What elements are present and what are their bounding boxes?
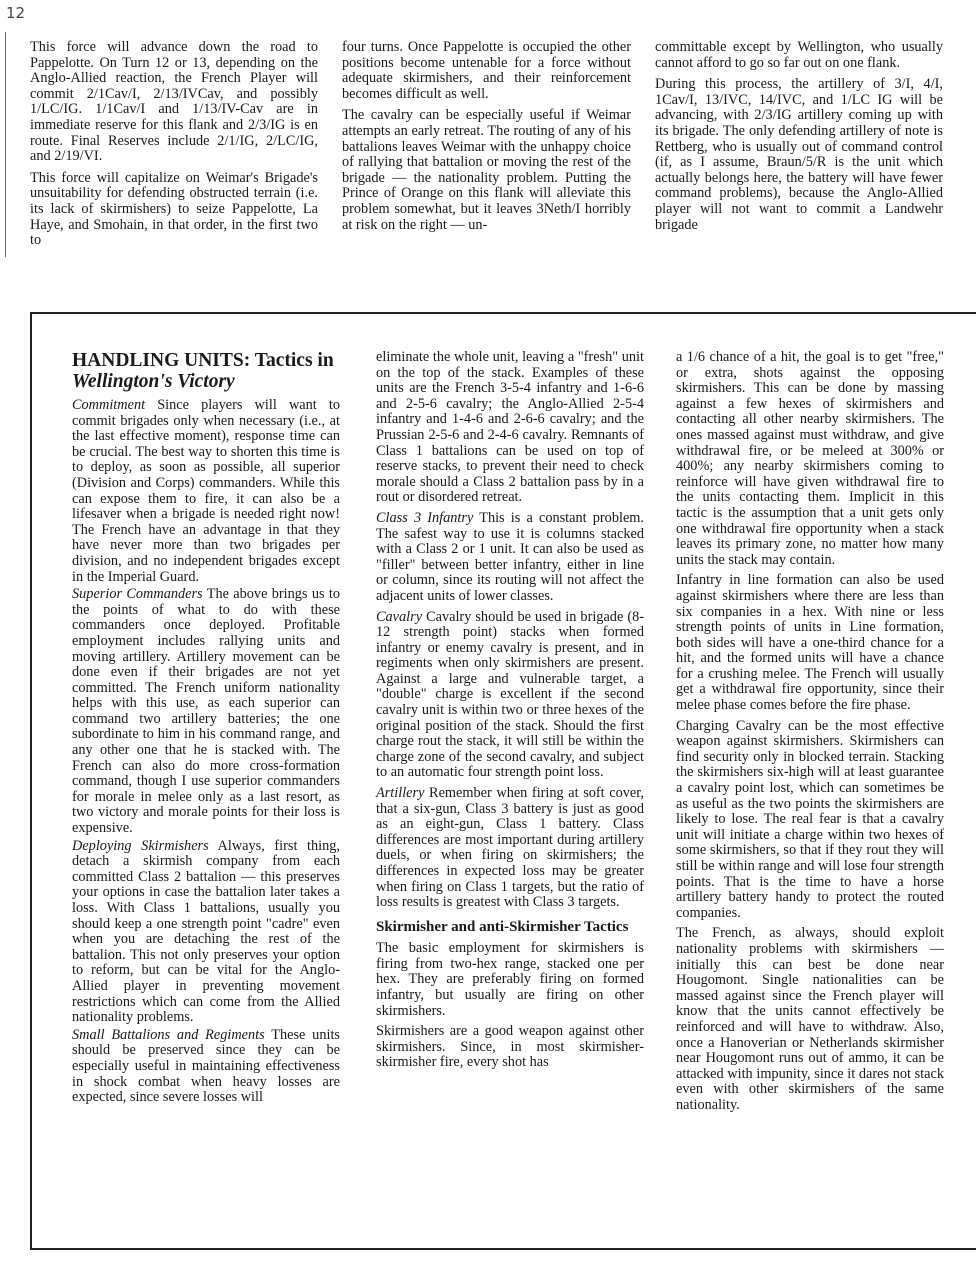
paragraph: This force will capitalize on Weimar's Brigade's unsuitability for defending obstructed terrain (i.e. its lack of skirmishers) to seize Pappelotte, La Haye, and Smohain, in that order, in the first two to: [30, 169, 318, 249]
page-number: 12: [6, 4, 26, 22]
margin-rule: [5, 32, 6, 257]
sidebar-title-prefix: HANDLING UNITS: Tactics in: [72, 350, 334, 371]
top-column-1: [30, 40, 318, 255]
run-in-heading: Small Battalions and Regiments: [72, 1026, 265, 1043]
paragraph: a 1/6 chance of a hit, the goal is to get "free," or extra, shots against the opposing skirmishers. This can be done by massing against a few hexes of skirmishers and contacting all other nearby skirmishers. The ones massed against must withdraw, and give withdrawal fire, or be meleed at 300% or 400%; any nearby skirmishers coming to reinforce will have given withdrawal fire to the units contacting them. Implicit in this tactic is the assumption that a unit gets only one withdrawal fire opportunity when a stack leaves its primary zone, no matter how many units the stack may contain.: [676, 349, 944, 568]
sidebar-title: [72, 350, 340, 392]
top-column-2: [342, 40, 631, 239]
sidebar-column-1: [72, 350, 340, 1108]
sidebar-column-2: [376, 350, 644, 1076]
paragraph: The basic employment for skirmishers is firing from two-hex range, stacked one per hex. They are preferably firing on formed infantry, but usually are firing on other skirmishers.: [376, 940, 644, 1019]
top-column-3: [655, 40, 943, 239]
run-in-heading: Cavalry: [376, 608, 423, 625]
paragraph: [376, 350, 644, 506]
section-deploying-skirmishers: [72, 839, 340, 1026]
paragraph: committable except by Wellington, who usually cannot afford to go so far out on one flank.: [655, 39, 943, 71]
section-text: Since players will want to commit brigades only when necessary (i.e., at the last effective moment), response time can be crucial. The best way to shorten this time is to deploy, as soon as possible, all superior (Division and Corps) commanders. While this can expose them to fire, it can also be a lifesaver when a brigade is needed right now! The French have an advantage in that they have never more than two brigades per division, and no independent brigades except in the Imperial Guard.: [72, 397, 340, 585]
section-text: These units should be preserved since they can be especially useful in maintaining effectiveness in shock combat when heavy losses are expected, since severe losses will: [72, 1026, 340, 1106]
paragraph: Charging Cavalry can be the most effective weapon against skirmishers. Skirmishers can find security only in blocked terrain. Stacking the skirmishers six-high will at least guarantee a cavalry point lost, which can sometimes be as useful as the two points the skirmishers are likely to lose. The real fear is that a cavalry unit will initiate a charge within two hexes of some skirmishers, so that if they rout they will still be within range and will lose four strength points. That is the time to have a horse artillery battery handy to protect the routed companies.: [676, 717, 944, 921]
sidebar-title-italic: Wellington's Victory: [72, 371, 235, 392]
section-text: Always, first thing, detach a skirmish company from each committed Class 2 battalion — this preserves your options in case the battalion later takes a loss. With Class 1 battalions, usually you should keep a one strength point "cadre" even when you are detaching the rest of the battalion. This not only preserves your option to reform, but can be vital for the Anglo-Allied player in preventing movement restrictions which can come from the Allied nationality problems.: [72, 837, 340, 1026]
section-text: The above brings us to the points of what to do with these commanders once deployed. Profitable employment includes rallying units and moving artillery. Artillery movement can be done even if their brigades are not yet committed. The French uniform nationality helps with this use, as each superior can command two artillery batteries; the one subordinate to him in his command range, and any other one that he is stacked with. The French can also do more cross-formation command, though I use superior commanders for morale in melee only as a last resort, as two victory and morale points for their loss is expensive.: [72, 586, 340, 837]
paragraph: During this process, the artillery of 3/I, 4/I, 1Cav/I, 13/IVC, 14/IVC, and 1/LC IG will be advancing, with 2/3/IG artillery coming up with its brigade. The only defending artillery of note is Rettberg, who is usually out of command control (if, as I assume, Braun/5/R is the unit which actually belongs here, the battery will have fewer command problems), because the Anglo-Allied player will not want to commit a Landwehr brigade: [655, 76, 943, 233]
paragraph: Infantry in line formation can also be used against skirmishers where there are less than six companies in a hex. With nine or less strength points of units in Line formation, both sides will have a one-third chance for a hit, and the formed units will have a chance for a crushing melee. The French will usually get a withdrawal fire opportunity, since their melee phase comes before the fire phase.: [676, 572, 944, 714]
paragraph: four turns. Once Pappelotte is occupied the other positions become untenable for a force without adequate skirmishers, and their reinforcement becomes difficult as well.: [342, 39, 631, 102]
section-text: Cavalry should be used in brigade (8-12 strength point) stacks when formed infantry or enemy cavalry is present, and in regiments when only skirmishers are present. Against a large and vulnerable target, a "double" charge is excellent if the second cavalry unit is within two or three hexes of the original position of the stack. Should the first charge rout the stack, it will still be within the charge zone of the second cavalry, and subject to an automatic four strength point loss.: [376, 608, 644, 781]
run-in-heading: Commitment: [72, 397, 146, 413]
paragraph: The cavalry can be especially useful if Weimar attempts an early retreat. The routing of any of his battalions leaves Weimar with the unhappy choice of rallying that battalion or moving the rest of the brigade — the nationality problem. Putting the Prince of Orange on this flank will alleviate this problem somewhat, but it leaves 3Neth/I horribly at risk on the right — un-: [342, 107, 631, 233]
section-superior-commanders: [72, 587, 340, 837]
section-artillery: [376, 786, 644, 911]
section-commitment: [72, 398, 340, 585]
sidebar-column-3: [676, 350, 944, 1119]
run-in-heading: Superior Commanders: [72, 586, 203, 603]
section-text: This is a constant problem. The safest way to use it is columns stacked with a Class 2 or 1 unit. It can also be used as "filler" between better infantry, either in line or column, since its routing will not affect the adjacent units of lower classes.: [376, 509, 644, 604]
section-cavalry: [376, 610, 644, 782]
section-text: Remember when firing at soft cover, that a six-gun, Class 3 battery is just as good as an eight-gun, Class 1 battery. Class differences are most important during artillery duels, or when firing on skirmishers; the differences in expected loss may be greater when firing on Class 1 targets, but the ratio of loss results is greatest with Class 3 targets.: [376, 785, 644, 911]
section-text: eliminate the whole unit, leaving a "fresh" unit on the top of the stack. Examples of these units are the French 3-5-4 infantry and 1-6-6 and 2-5-6 cavalry; the Anglo-Allied 2-5-4 infantry and 1-4-6 and 2-6-6 cavalry; and the Prussian 2-5-6 and 2-4-6 cavalry. Remnants of Class 1 battalions can be used on top of reserve stacks, to prevent their need to check morale should a Class 2 battalion pass by in a rout or disordered retreat.: [376, 349, 644, 506]
run-in-heading: Artillery: [376, 785, 425, 802]
paragraph: The French, as always, should exploit nationality problems with skirmishers — initially this can best be done near Hougomont. Single nationalities can be massed against since the French player will know that the units cannot effectively be reinforced and will have to withdraw. Also, once a Hanoverian or Netherlands skirmisher near Hougomont runs out of ammo, it can be attacked with impunity, since it dares not stack even with other skirmishers of the same nationality.: [676, 925, 944, 1113]
paragraph: Skirmishers are a good weapon against other skirmishers. Since, in most skirmisher-skirmisher fire, every shot has: [376, 1023, 644, 1071]
section-small-battalions: [72, 1028, 340, 1106]
section-class-3-infantry: [376, 511, 644, 605]
paragraph: This force will advance down the road to Pappelotte. On Turn 12 or 13, depending on the Anglo-Allied reaction, the French Player will commit 2/1Cav/I, 2/13/IVCav, and possibly 1/LC/IG. 1/1Cav/I and 1/13/IV-Cav are in immediate reserve for this flank and 2/3/IG is en route. Final Reserves include 2/1/IG, 2/LC/IG, and 2/19/VI.: [30, 39, 318, 165]
run-in-heading: Deploying Skirmishers: [72, 837, 209, 854]
sub-heading: Skirmisher and anti-Skirmisher Tactics: [376, 918, 629, 935]
run-in-heading: Class 3 Infantry: [376, 509, 474, 526]
